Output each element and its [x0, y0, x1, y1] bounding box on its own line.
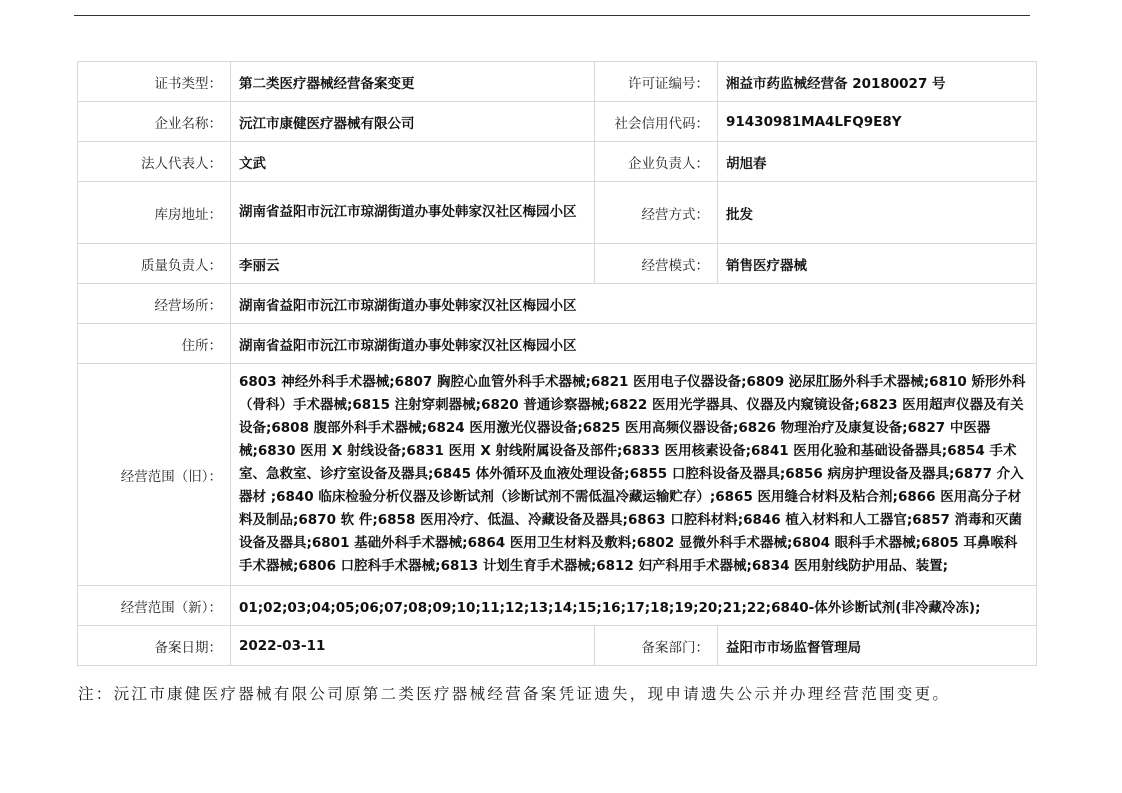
quality-head-label: 质量负责人： [78, 244, 231, 284]
business-mode-label: 经营模式： [595, 244, 718, 284]
footnote: 注：沅江市康健医疗器械有限公司原第二类医疗器械经营备案凭证遗失，现申请遗失公示并办理经营范围变更。 [78, 685, 951, 703]
credit-code-label: 社会信用代码： [595, 102, 718, 142]
business-method-value: 批发 [718, 182, 1037, 244]
business-mode-value: 销售医疗器械 [718, 244, 1037, 284]
row-company-name [78, 102, 1037, 142]
business-premises-value: 湖南省益阳市沅江市琼湖街道办事处韩家汉社区梅园小区 [231, 284, 1037, 324]
row-business-premises [78, 284, 1037, 324]
filing-date-label: 备案日期： [78, 626, 231, 666]
row-legal-rep [78, 142, 1037, 182]
credit-code-value: 91430981MA4LFQ9E8Y [718, 102, 1037, 142]
filing-dept-label: 备案部门： [595, 626, 718, 666]
row-residence [78, 324, 1037, 364]
residence-label: 住所： [78, 324, 231, 364]
row-certificate-type [78, 62, 1037, 102]
company-name-value: 沅江市康健医疗器械有限公司 [231, 102, 595, 142]
company-head-value: 胡旭春 [718, 142, 1037, 182]
business-method-label: 经营方式： [595, 182, 718, 244]
license-no-value: 湘益市药监械经营备 20180027 号 [718, 62, 1037, 102]
warehouse-address-label: 库房地址： [78, 182, 231, 244]
legal-rep-value: 文武 [231, 142, 595, 182]
filing-record-table [77, 61, 1037, 666]
scope-new-label: 经营范围（新）： [78, 586, 231, 626]
warehouse-address-value: 湖南省益阳市沅江市琼湖街道办事处韩家汉社区梅园小区 [231, 182, 595, 244]
residence-value: 湖南省益阳市沅江市琼湖街道办事处韩家汉社区梅园小区 [231, 324, 1037, 364]
license-no-label: 许可证编号： [595, 62, 718, 102]
certificate-type-value: 第二类医疗器械经营备案变更 [231, 62, 595, 102]
certificate-type-label: 证书类型： [78, 62, 231, 102]
row-quality-head [78, 244, 1037, 284]
filing-dept-value: 益阳市市场监督管理局 [718, 626, 1037, 666]
row-warehouse [78, 182, 1037, 244]
row-scope-old [78, 364, 1037, 586]
business-premises-label: 经营场所： [78, 284, 231, 324]
scope-old-value: 6803 神经外科手术器械;6807 胸腔心血管外科手术器械;6821 医用电子仪器设备;6809 泌尿肛肠外科手术器械;6810 矫形外科（骨科）手术器械;6815 注射穿刺器械;6820 普通诊察器械;6822 医用光学器具、仪器及内窥镜设备;6823 医用超声仪器及有关设备;6808 腹部外科手术器械;6824 医用激光仪器设备;6825 医用高频仪器设备;6826 物理治疗及康复设备;6827 中医器械;6830 医用 X 射线设备;6831 医用 X 射线附属设备及部件;6833 医用核素设备;6841 医用化验和基础设备器具;6854 手术室、急救室、诊疗室设备及器具;6845 体外循环及血液处理设备;6855 口腔科设备及器具;6856 病房护理设备及器具;6877 介入器材 ;6840 临床检验分析仪器及诊断试剂（诊断试剂不需低温冷藏运输贮存）;6865 医用缝合材料及粘合剂;6866 医用高分子材料及制品;6870 软 件;6858 医用冷疗、低温、冷藏设备及器具;6863 口腔科材料;6846 植入材料和人工器官;6857 消毒和灭菌设备及器具;6801 基础外科手术器械;6864 医用卫生材料及敷料;6802 显微外科手术器械;6804 眼科手术器械;6805 耳鼻喉科手术器械;6806 口腔科手术器械;6813 计划生育手术器械;6812 妇产科用手术器械;6834 医用射线防护用品、装置; [231, 364, 1037, 586]
scope-old-label: 经营范围（旧）： [78, 364, 231, 586]
company-name-label: 企业名称： [78, 102, 231, 142]
row-filing-date [78, 626, 1037, 666]
row-scope-new [78, 586, 1037, 626]
legal-rep-label: 法人代表人： [78, 142, 231, 182]
company-head-label: 企业负责人： [595, 142, 718, 182]
quality-head-value: 李丽云 [231, 244, 595, 284]
scope-new-value: 01;02;03;04;05;06;07;08;09;10;11;12;13;14;15;16;17;18;19;20;21;22;6840-体外诊断试剂(非冷藏冷冻); [231, 586, 1037, 626]
top-divider-line [74, 15, 1030, 16]
filing-date-value: 2022-03-11 [231, 626, 595, 666]
